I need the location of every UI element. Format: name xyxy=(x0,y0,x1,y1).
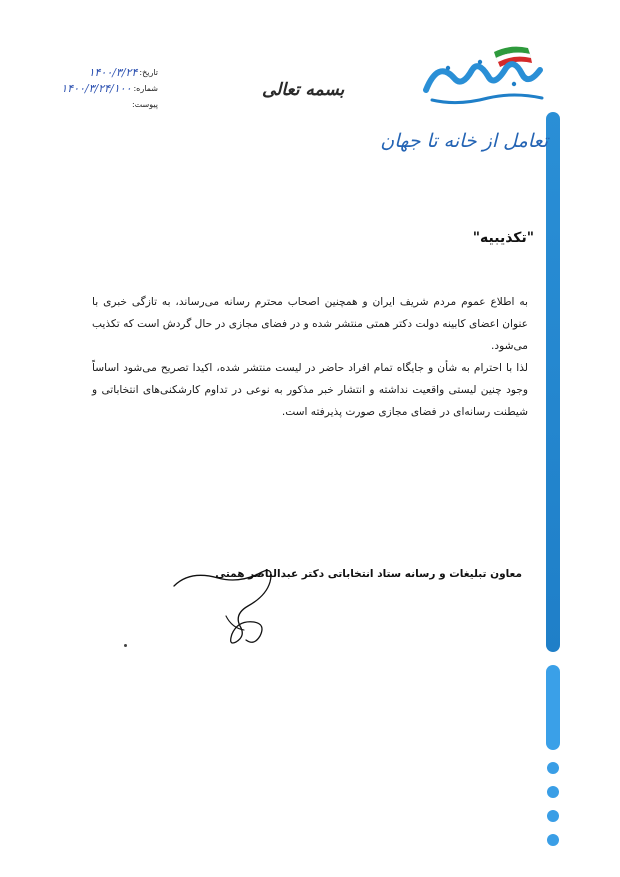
campaign-logo xyxy=(418,40,548,115)
handwritten-signature xyxy=(170,556,300,651)
number-label: شماره: xyxy=(133,83,158,93)
letter-meta xyxy=(28,64,158,112)
basmala-heading: بسمه تعالی xyxy=(262,80,345,100)
number-value: ۱۴۰۰/۳/۲۴/۱۰۰ xyxy=(61,81,132,95)
side-accent-dot xyxy=(547,762,559,774)
body-paragraph: لذا با احترام به شأن و جایگاه تمام افراد حاضر در لیست منتشر شده، اکیدا تصریح می‌شود اساساً وجود چنین لیستی واقعیت نداشته و انتشار خبر مذکور به نوعی در تداوم کارشکنی‌های انتخاباتی و شیطنت رسانه‌ای در فضای مجازی صورت پذیرفته است. xyxy=(92,362,528,418)
letter-title: "تکذیبیه" xyxy=(472,230,534,246)
side-accent-bar-short xyxy=(546,665,560,750)
number-row xyxy=(28,80,158,96)
svg-text:عبدالناصر همتی: عبدالناصر همتی xyxy=(418,114,425,115)
date-value: ۱۴۰۰/۳/۲۴ xyxy=(88,65,138,79)
campaign-slogan: تعامل از خانه تا جهان xyxy=(380,130,548,152)
date-row xyxy=(28,64,158,80)
date-label: تاریخ: xyxy=(139,67,158,77)
side-accent-dot xyxy=(547,786,559,798)
attachment-row xyxy=(28,96,158,112)
body-paragraph: به اطلاع عموم مردم شریف ایران و همچنین اصحاب محترم رسانه می‌رساند، به تازگی خبری با عنوان اعضای کابینه دولت دکتر همتی منتشر شده و در فضای مجازی در حال گردش است که تکذیب می‌شود. xyxy=(92,296,528,352)
letter-body xyxy=(92,291,528,423)
signer-title: معاون تبلیغات و رسانه ستاد انتخاباتی دکتر عبدالناصر همتی xyxy=(215,568,522,580)
stray-mark xyxy=(124,644,127,647)
side-accent-dot xyxy=(547,810,559,822)
side-accent-dot xyxy=(547,834,559,846)
side-accent-bar xyxy=(546,112,560,652)
attachment-label: پیوست: xyxy=(131,99,158,109)
